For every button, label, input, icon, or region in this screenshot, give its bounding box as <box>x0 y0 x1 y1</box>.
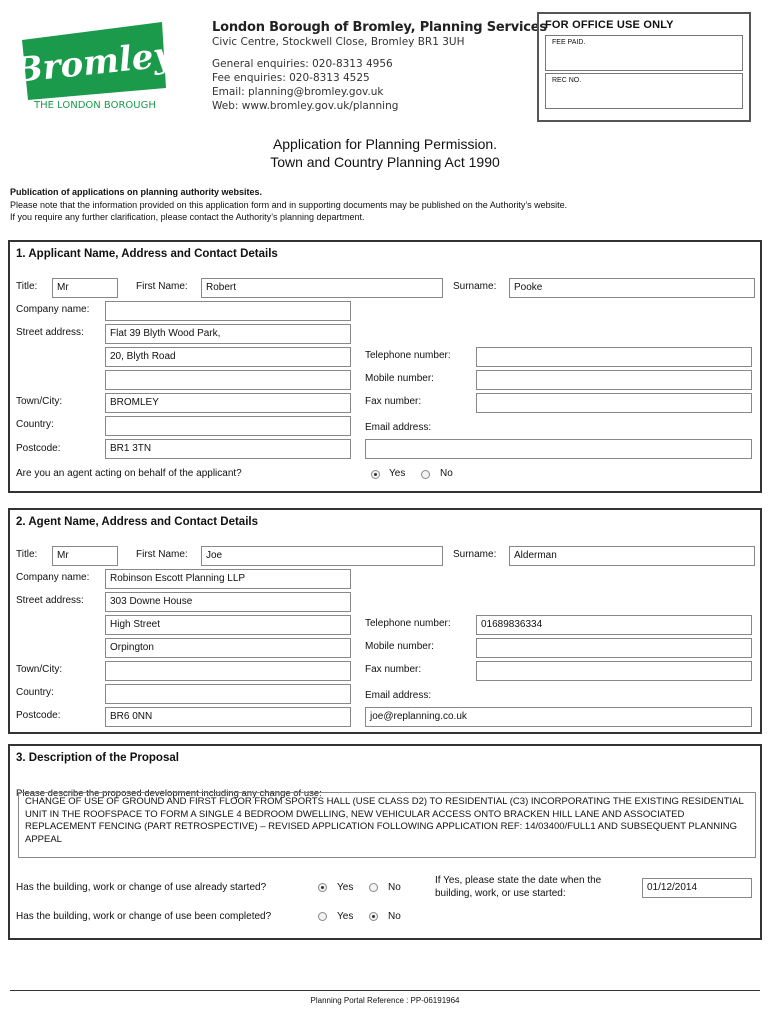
applicant-street-3-field[interactable] <box>105 370 351 390</box>
postcode-label: Postcode: <box>16 443 61 454</box>
started-yes-radio[interactable] <box>318 883 327 892</box>
town-label: Town/City: <box>16 664 63 675</box>
org-fee-enquiries: Fee enquiries: 020-8313 4525 <box>212 72 370 84</box>
org-address: Civic Centre, Stockwell Close, Bromley BR1 3UH <box>212 36 465 48</box>
country-label: Country: <box>16 419 54 430</box>
doc-subtitle: Town and Country Planning Act 1990 <box>270 154 500 170</box>
logo-subtitle: THE LONDON BOROUGH <box>34 100 156 111</box>
email-label: Email address: <box>365 690 432 701</box>
agent-title-field[interactable]: Mr <box>52 546 118 566</box>
agent-town-field[interactable] <box>105 661 351 681</box>
started-question: Has the building, work or change of use already started? <box>16 882 267 893</box>
section-1-heading: 1. Applicant Name, Address and Contact Details <box>16 248 278 260</box>
proposal-description-field[interactable]: CHANGE OF USE OF GROUND AND FIRST FLOOR FROM SPORTS HALL (USE CLASS D2) TO RESIDENTIAL (C3) INCORPORATING THE EXISTING RESIDENTIAL UNIT IN THE ROOFSPACE TO FORM A SINGLE 4 BEDROOM DWELLING, NEW VEHICULAR ACCESS ONTO BRACKEN HILL LANE AND ASSOCIATED REPLACEMENT FENCING (PART RETROSPECTIVE) – REVISED APPLICATION FOLLOWING APPLICATION REF: 14/03400/FULL1 AND SUBSEQUENT PLANNING APPEAL <box>18 792 756 858</box>
applicant-email-field[interactable] <box>365 439 752 459</box>
mobile-label: Mobile number: <box>365 641 434 652</box>
email-label: Email address: <box>365 422 432 433</box>
fee-paid-label: FEE PAID. <box>552 39 586 46</box>
surname-label: Surname: <box>453 281 497 292</box>
agent-mobile-field[interactable] <box>476 638 752 658</box>
completed-no-label: No <box>388 911 401 922</box>
fax-label: Fax number: <box>365 396 422 407</box>
fee-paid-box <box>545 35 743 71</box>
applicant-title-field[interactable]: Mr <box>52 278 118 298</box>
section-proposal <box>8 744 762 940</box>
office-use-title: FOR OFFICE USE ONLY <box>545 19 674 31</box>
started-no-radio[interactable] <box>369 883 378 892</box>
agent-yes-label: Yes <box>389 468 406 479</box>
town-label: Town/City: <box>16 396 63 407</box>
publication-clarification: If you require any further clarification, please contact the Authority’s planning department. <box>10 212 365 222</box>
footer-divider <box>10 990 760 991</box>
applicant-town-field[interactable]: BROMLEY <box>105 393 351 413</box>
applicant-country-field[interactable] <box>105 416 351 436</box>
publication-heading: Publication of applications on planning authority websites. <box>10 187 263 197</box>
doc-title: Application for Planning Permission. <box>272 136 498 152</box>
agent-postcode-field[interactable]: BR6 0NN <box>105 707 351 727</box>
rec-no-label: REC NO. <box>552 77 582 84</box>
start-date-question-line2: building, work, or use started: <box>435 888 566 899</box>
applicant-surname-field[interactable]: Pooke <box>509 278 755 298</box>
fax-label: Fax number: <box>365 664 422 675</box>
telephone-label: Telephone number: <box>365 350 451 361</box>
agent-street-2-field[interactable]: High Street <box>105 615 351 635</box>
applicant-postcode-field[interactable]: BR1 3TN <box>105 439 351 459</box>
rec-no-box <box>545 73 743 109</box>
country-label: Country: <box>16 687 54 698</box>
agent-email-field[interactable]: joe@replanning.co.uk <box>365 707 752 727</box>
agent-no-radio[interactable] <box>421 470 430 479</box>
telephone-label: Telephone number: <box>365 618 451 629</box>
first-name-label: First Name: <box>136 281 188 292</box>
title-label: Title: <box>16 281 38 292</box>
street-label: Street address: <box>16 595 84 606</box>
office-use-box <box>537 12 751 122</box>
completed-question: Has the building, work or change of use been completed? <box>16 911 272 922</box>
started-yes-label: Yes <box>337 882 354 893</box>
section-applicant <box>8 240 762 493</box>
applicant-mobile-field[interactable] <box>476 370 752 390</box>
agent-country-field[interactable] <box>105 684 351 704</box>
agent-surname-field[interactable]: Alderman <box>509 546 755 566</box>
org-general-enquiries: General enquiries: 020-8313 4956 <box>212 58 393 70</box>
completed-yes-radio[interactable] <box>318 912 327 921</box>
description-prompt: Please describe the proposed development including any change of use: <box>16 788 322 799</box>
agent-telephone-field[interactable]: 01689836334 <box>476 615 752 635</box>
started-no-label: No <box>388 882 401 893</box>
applicant-fax-field[interactable] <box>476 393 752 413</box>
mobile-label: Mobile number: <box>365 373 434 384</box>
start-date-field[interactable]: 01/12/2014 <box>642 878 752 898</box>
applicant-street-2-field[interactable]: 20, Blyth Road <box>105 347 351 367</box>
publication-note: Please note that the information provided on this application form and in supporting documents may be published on the Authority’s website. <box>10 200 568 210</box>
surname-label: Surname: <box>453 549 497 560</box>
completed-yes-label: Yes <box>337 911 354 922</box>
applicant-telephone-field[interactable] <box>476 347 752 367</box>
postcode-label: Postcode: <box>16 710 61 721</box>
agent-street-3-field[interactable]: Orpington <box>105 638 351 658</box>
agent-company-field[interactable]: Robinson Escott Planning LLP <box>105 569 351 589</box>
first-name-label: First Name: <box>136 549 188 560</box>
agent-fax-field[interactable] <box>476 661 752 681</box>
start-date-question-line1: If Yes, please state the date when the <box>435 875 602 886</box>
agent-first-name-field[interactable]: Joe <box>201 546 443 566</box>
agent-no-label: No <box>440 468 453 479</box>
org-name: London Borough of Bromley, Planning Services <box>212 20 547 35</box>
org-web: Web: www.bromley.gov.uk/planning <box>212 100 399 112</box>
org-contact-block <box>212 20 547 113</box>
section-3-heading: 3. Description of the Proposal <box>16 752 179 764</box>
agent-street-1-field[interactable]: 303 Downe House <box>105 592 351 612</box>
applicant-first-name-field[interactable]: Robert <box>201 278 443 298</box>
completed-no-radio[interactable] <box>369 912 378 921</box>
bromley-logo <box>14 18 174 118</box>
section-agent <box>8 508 762 734</box>
agent-question: Are you an agent acting on behalf of the applicant? <box>16 468 242 479</box>
agent-yes-radio[interactable] <box>371 470 380 479</box>
applicant-company-field[interactable] <box>105 301 351 321</box>
logo-text: Bromley <box>14 34 174 92</box>
company-label: Company name: <box>16 572 90 583</box>
portal-reference: Planning Portal Reference : PP-06191964 <box>310 996 460 1005</box>
title-label: Title: <box>16 549 38 560</box>
street-label: Street address: <box>16 327 84 338</box>
org-email: Email: planning@bromley.gov.uk <box>212 86 384 98</box>
applicant-street-1-field[interactable]: Flat 39 Blyth Wood Park, <box>105 324 351 344</box>
company-label: Company name: <box>16 304 90 315</box>
section-2-heading: 2. Agent Name, Address and Contact Details <box>16 516 258 528</box>
